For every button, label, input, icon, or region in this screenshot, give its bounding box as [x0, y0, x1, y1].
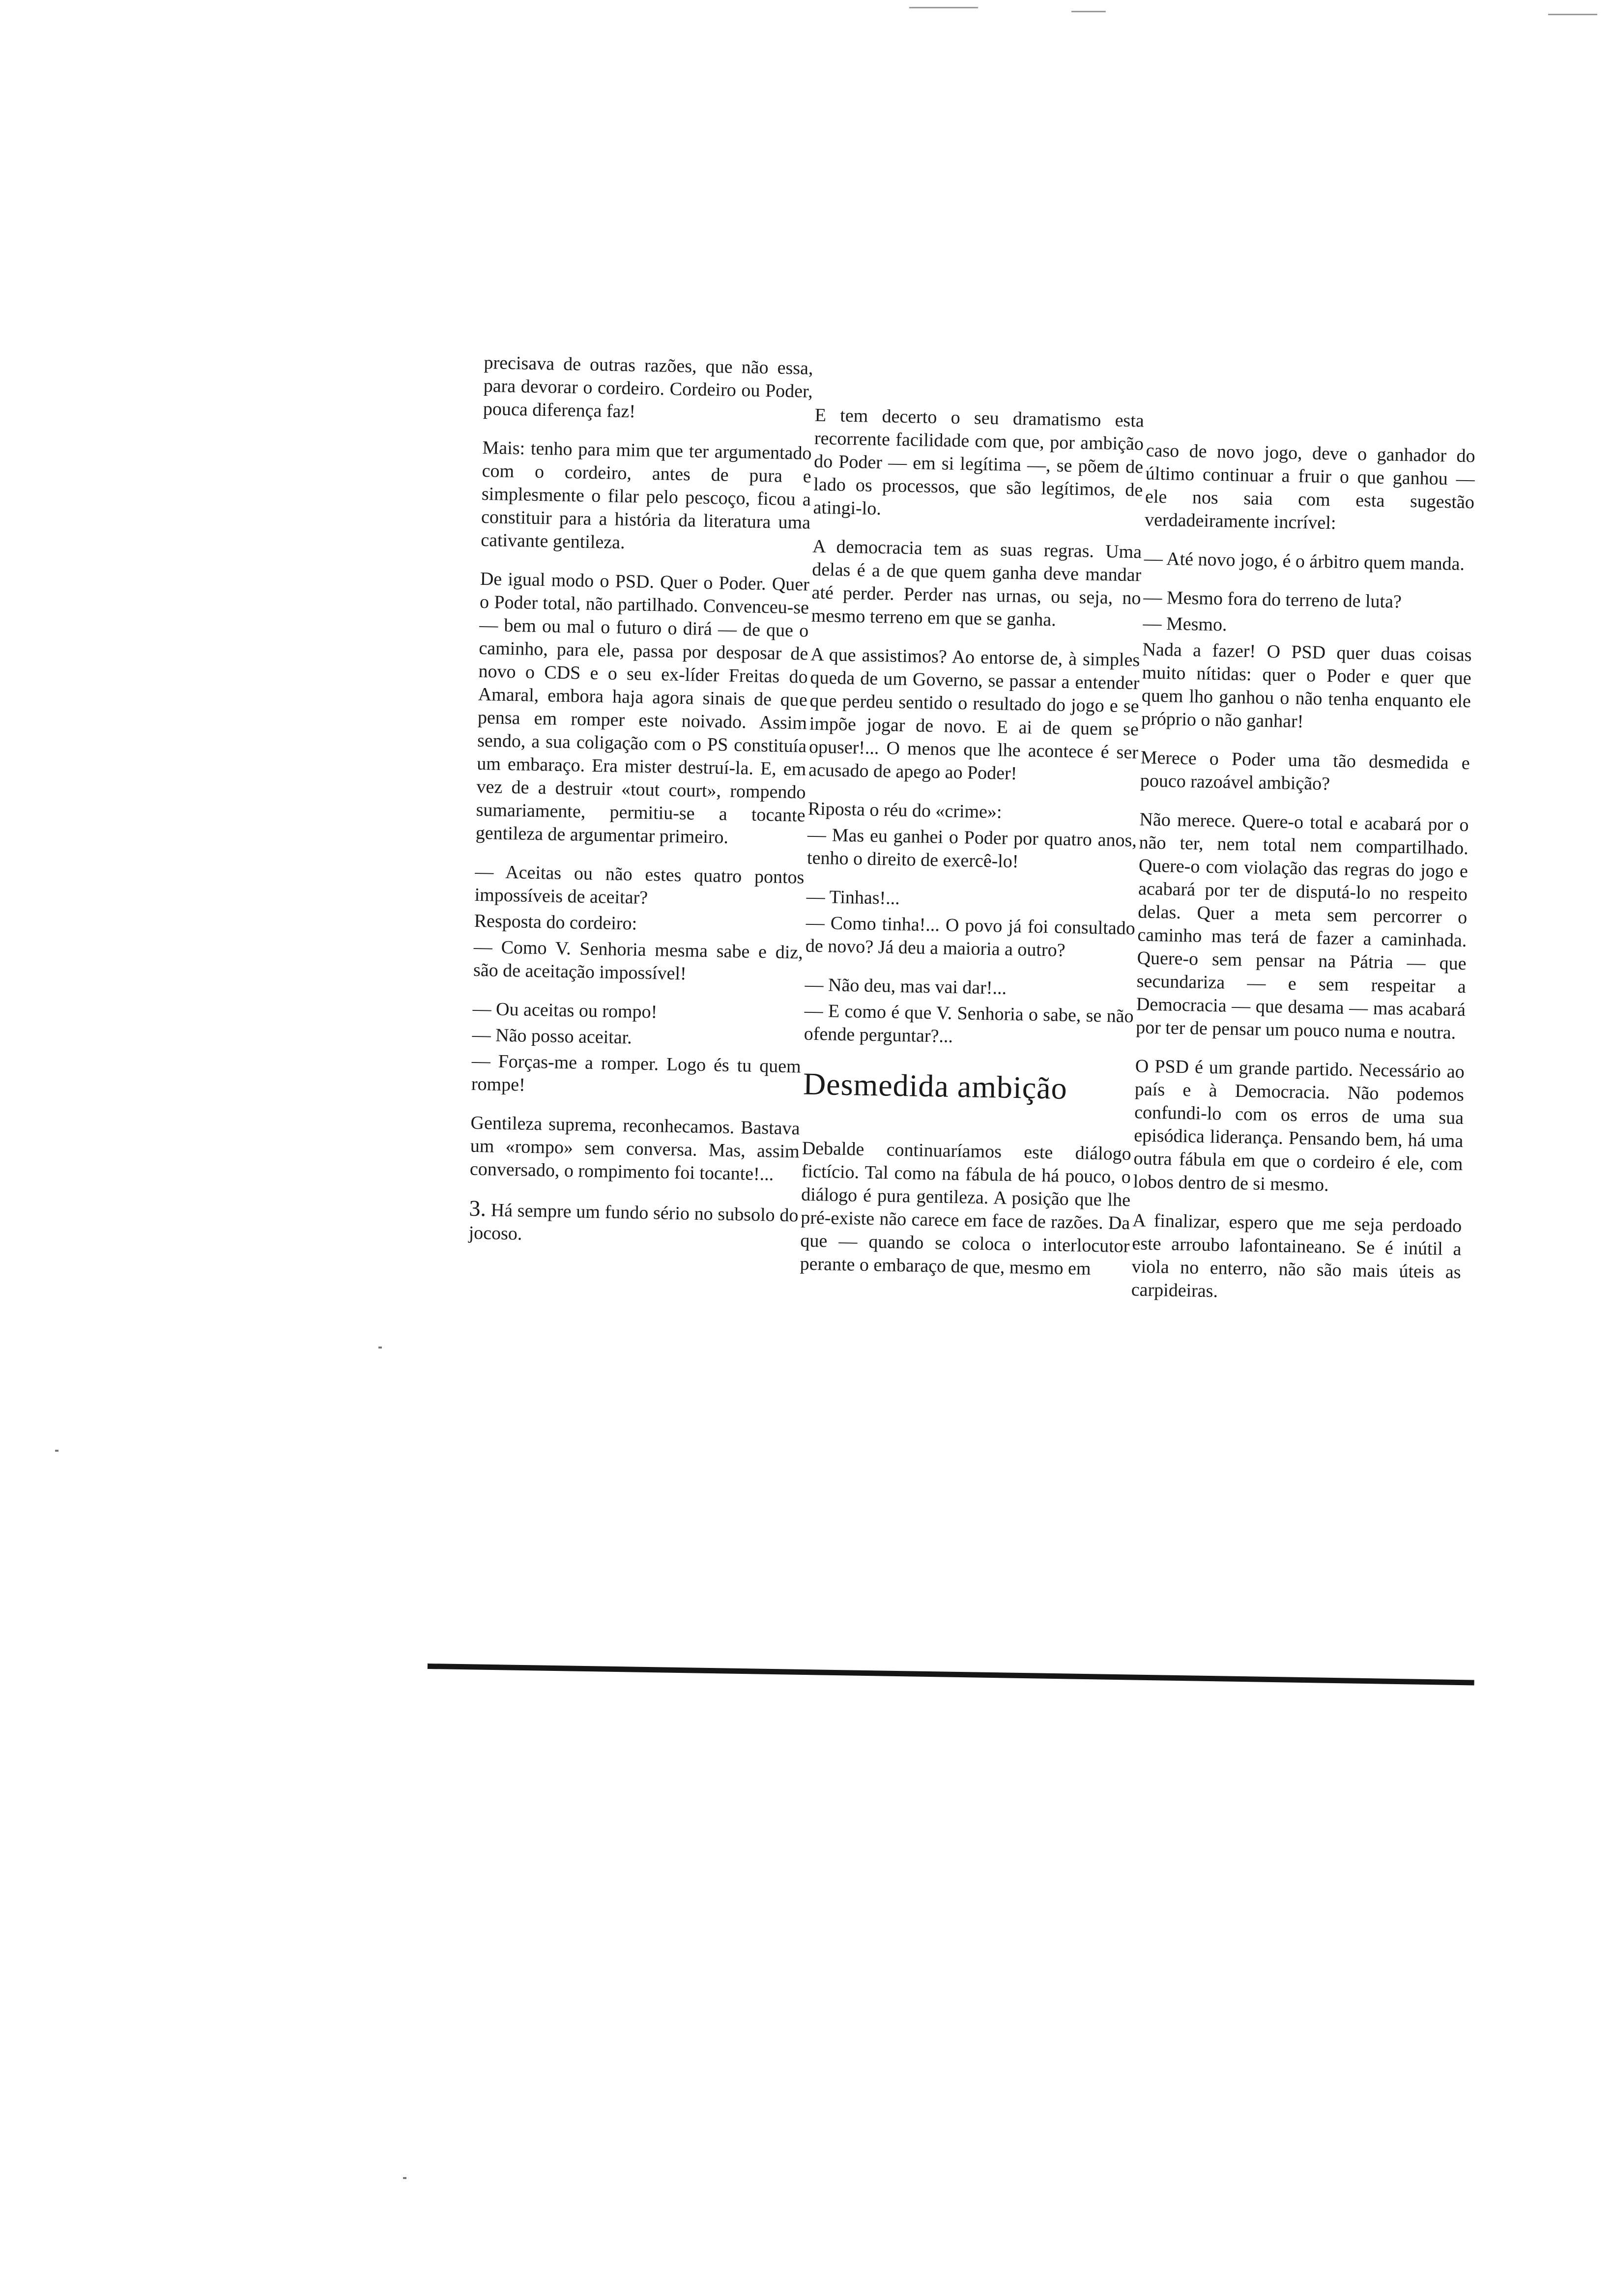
dialogue-line: — Como V. Senhoria mesma sabe e diz, são de aceitação impossível!	[473, 936, 804, 984]
paragraph	[468, 1197, 799, 1251]
scan-speck	[55, 1450, 58, 1452]
dialogue-line: — Mas eu ganhei o Poder por quatro anos, tenho o direito de exercê-lo!	[806, 824, 1137, 872]
dialogue-line: — Mesmo.	[1143, 613, 1227, 635]
paragraph-text: Há sempre um fundo sério no subsolo do jocoso.	[468, 1200, 799, 1244]
dialogue-line: — Não deu, mas vai dar!...	[805, 974, 1007, 999]
dialogue-line: — Não posso aceitar.	[472, 1024, 633, 1048]
article-column-2	[800, 404, 1144, 1297]
scan-edge-line	[1548, 14, 1597, 15]
dialogue-line: — Até novo jogo, é o árbitro quem manda.	[1144, 548, 1465, 574]
scan-edge-line	[1071, 11, 1106, 12]
dialogue-line: — Tinhas!...	[806, 886, 900, 909]
paragraph: Gentileza suprema, reconhecamos. Bastava um «rompo» sem conversa. Mas, assim conversado, o rompimento foi tocante!...	[469, 1112, 800, 1185]
paragraph: De igual modo o PSD. Quer o Poder. Quer o Poder total, não partilhado. Convenceu-se — bem ou mal o futuro o dirá — de que o caminho, para ele, passa por desposar de novo o CDS e o seu ex-líder Freitas do Amaral, embora haja agora sinais de que pensa em romper este noivado. Assim sendo, a sua coligação com o PS constituía um embaraço. Era mister destruí-la. E, em vez de a destruir «tout court», rompendo sumariamente, permitiu-se a tocante gentileza de argumentar primeiro.	[475, 568, 810, 848]
paragraph: E tem decerto o seu dramatismo esta recorrente facilidade com que, por ambição do Poder — em si legítima —, se põem de lado os processos, que são legítimos, de atingi-lo.	[813, 404, 1145, 519]
newspaper-clipping	[460, 351, 1475, 1735]
paragraph: Nada a fazer! O PSD quer duas coisas muito nítidas: quer o Poder e quer que quem lho ganhou o não tenha enquanto ele próprio o não ganhar!	[1141, 639, 1472, 732]
paragraph: precisava de outras razões, que não essa, para devorar o cordeiro. Cordeiro ou Poder, pouca diferença faz!	[483, 352, 813, 422]
section-heading: Desmedida ambição	[803, 1066, 1068, 1106]
paragraph: caso de novo jogo, deve o ganhador do último continuar a fruir o que ganhou — ele nos saia com esta sugestão verdadeiramente incrível:	[1144, 440, 1475, 534]
article-column-3	[1131, 439, 1475, 1323]
paragraph: O PSD é um grande partido. Necessário ao país e à Democracia. Não podemos confundi-lo com os erros de uma sua episódica liderança. Pensando bem, há uma outra fábula em que o cordeiro é ele, com lobos dentro de si mesmo.	[1133, 1056, 1465, 1196]
dialogue-line: — Forças-me a romper. Logo és tu quem rompe!	[471, 1050, 802, 1095]
paragraph: Mais: tenho para mim que ter argumentado com o cordeiro, antes de pura e simplesmente o filar pelo pescoço, ficou a constituir para a história da literatura uma cativante gentileza.	[480, 437, 812, 553]
dialogue-line: Riposta o réu do «crime»:	[807, 798, 1002, 823]
dialogue-line: Resposta do cordeiro:	[474, 910, 637, 934]
dialogue-line: — Ou aceitas ou rompo!	[472, 998, 658, 1023]
paragraph: Não merece. Quere-o total e acabará por o não ter, nem total nem compartilhado. Quere-o com violação das regras do jogo e acabará por ter de disputá-lo no respeito delas. Quer a meta sem percorrer o caminho mas terá de fazer a caminhada. Quere-o sem pensar na Pátria — que secundariza — e sem respeitar a Democracia — que desama — mas acabará por ter de pensar um pouco numa e noutra.	[1135, 809, 1469, 1043]
scan-edge-line	[909, 7, 978, 8]
scan-speck	[378, 1347, 382, 1349]
section-number: 3.	[469, 1195, 487, 1221]
dialogue-line: — Mesmo fora do terreno de luta?	[1143, 587, 1402, 612]
dialogue-line: — E como é que V. Senhoria o sabe, se não ofende perguntar?...	[804, 1000, 1134, 1047]
paragraph: A democracia tem as suas regras. Uma delas é a de que quem ganha deve mandar até perder. Perder nas urnas, ou seja, no mesmo terreno em que se ganha.	[811, 536, 1142, 631]
paragraph: Merece o Poder uma tão desmedida e pouco razoável ambição?	[1140, 747, 1470, 795]
article-column-1	[468, 351, 813, 1266]
dialogue-line: — Como tinha!... O povo já foi consultado de novo? Já deu a maioria a outro?	[805, 912, 1136, 961]
paragraph: A que assistimos? Ao entorse de, à simples queda de um Governo, se passar a entender que perdeu sentido o resultado do jogo e se impõe jogar de novo. E ai de quem se opuser!... O menos que lhe acontece é ser acusado de apego ao Poder!	[808, 644, 1140, 784]
dialogue-line: — Aceitas ou não estes quatro pontos impossíveis de aceitar?	[474, 861, 805, 908]
paragraph: A finalizar, espero que me seja perdoado este arroubo lafontaineano. Se é inútil a viola no enterro, não são mais úteis as carpideiras.	[1131, 1210, 1462, 1302]
paragraph: Debalde continuaríamos este diálogo fictício. Tal como na fábula de há pouco, o diálogo é pura gentileza. A posição que lhe pré-existe não carece em face de razões. Da que — quando se coloca o interlocutor perante o embaraço de que, mesmo em	[800, 1138, 1132, 1279]
scan-speck	[403, 2177, 406, 2179]
